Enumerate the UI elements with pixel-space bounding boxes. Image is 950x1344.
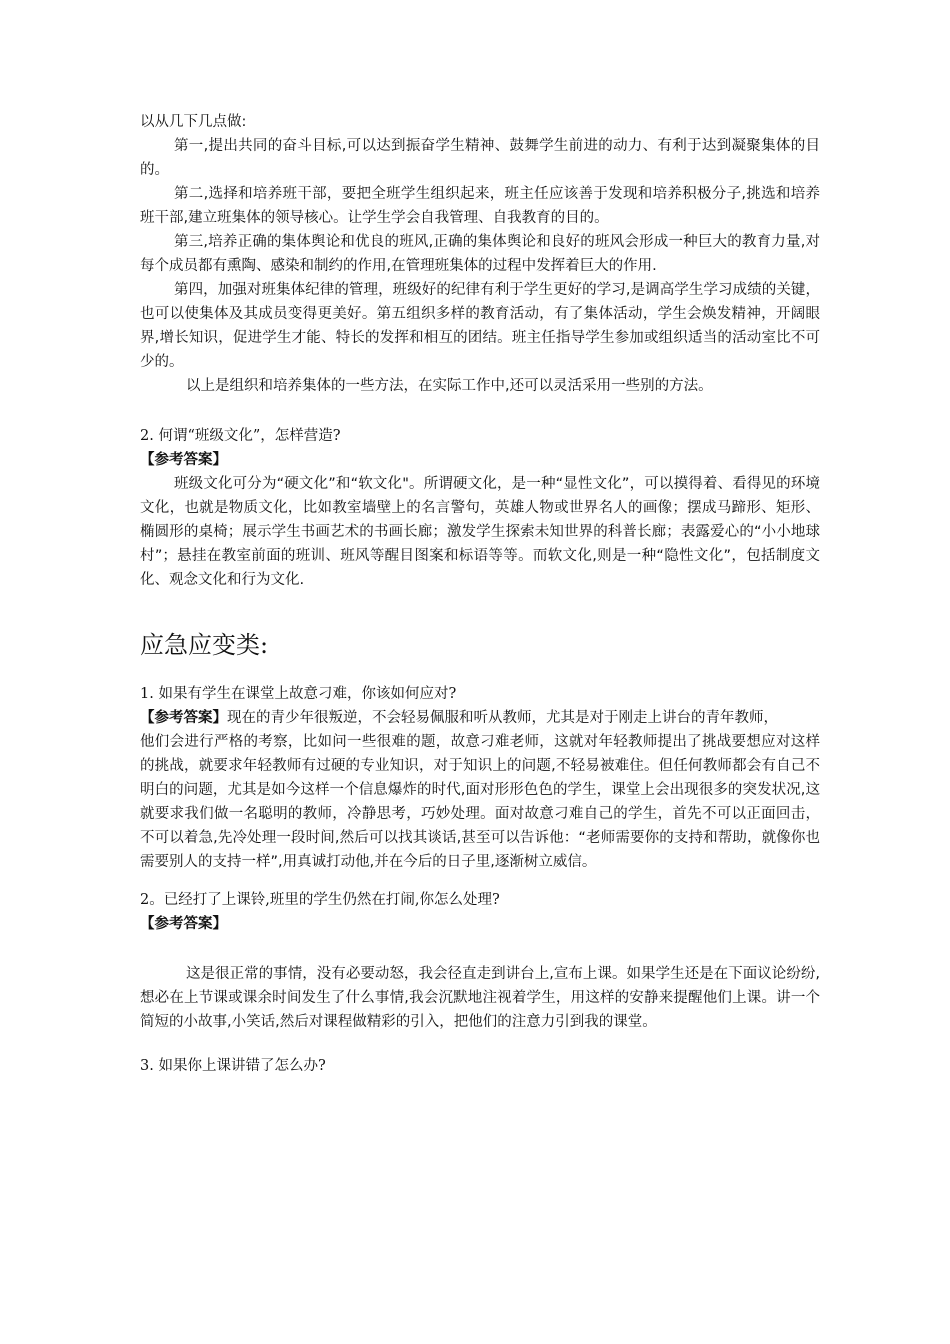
answer-1-first bbox=[140, 706, 820, 730]
question-class-culture: 2. 何谓“班级文化”，怎样营造? bbox=[140, 428, 341, 444]
answer-1-first-text: 现在的青少年很叛逆，不会轻易佩服和听从教师，尤其是对于刚走上讲台的青年教师， bbox=[227, 710, 778, 726]
question-1: 1. 如果有学生在课堂上故意刁难，你该如何应对? bbox=[140, 686, 457, 702]
intro-point-1: 第一,提出共同的奋斗目标,可以达到振奋学生精神、鼓舞学生前进的动力、有利于达到凝聚集体的目的。 bbox=[140, 138, 820, 178]
intro-conclusion: 以上是组织和培养集体的一些方法，在实际工作中,还可以灵活采用一些别的方法。 bbox=[186, 378, 713, 394]
answer-class-culture: 班级文化可分为“硬文化”和“软文化"。所谓硬文化，是一种“显性文化”，可以摸得着、看得见的环境文化，也就是物质文化，比如教室墙壁上的名言警句，英雄人物或世界名人的画像；摆成马蹄形、矩形、椭圆形的桌椅；展示学生书画艺术的书画长廊；激发学生探索未知世界的科普长廊；表露爱心的“小小地球村”；悬挂在教室前面的班训、班风等醒目图案和标语等等。而软文化,则是一种“隐性文化”，包括制度文化、观念文化和行为文化. bbox=[140, 476, 820, 588]
answer-tag: 【参考答案】 bbox=[140, 452, 227, 468]
document-page bbox=[140, 110, 820, 1078]
section-title: 应急应变类: bbox=[140, 631, 269, 659]
answer-2: 这是很正常的事情，没有必要动怒，我会径直走到讲台上,宣布上课。如果学生还是在下面议论纷纷,想必在上节课或课余时间发生了什么事情,我会沉默地注视着学生，用这样的安静来提醒他们上课。讲一个简短的小故事,小笑话,然后对课程做精彩的引入，把他们的注意力引到我的课堂。 bbox=[140, 966, 820, 1030]
answer-tag: 【参考答案】 bbox=[140, 916, 227, 932]
question-3: 3. 如果你上课讲错了怎么办? bbox=[140, 1058, 326, 1074]
intro-point-2: 第二,选择和培养班干部，要把全班学生组织起来，班主任应该善于发现和培养积极分子,挑选和培养班干部,建立班集体的领导核心。让学生学会自我管理、自我教育的目的。 bbox=[140, 186, 820, 226]
intro-lead: 以从几下几点做: bbox=[140, 114, 247, 130]
intro-point-4: 第四，加强对班集体纪律的管理，班级好的纪律有利于学生更好的学习,是调高学生学习成绩的关键，也可以使集体及其成员变得更美好。第五组织多样的教育活动，有了集体活动，学生会焕发精神，开阔眼界,增长知识，促进学生才能、特长的发挥和相互的团结。班主任指导学生参加或组织适当的活动室比不可少的。 bbox=[140, 282, 820, 370]
intro-point-3: 第三,培养正确的集体舆论和优良的班风,正确的集体舆论和良好的班风会形成一种巨大的教育力量,对每个成员都有熏陶、感染和制约的作用,在管理班集体的过程中发挥着巨大的作用. bbox=[140, 234, 820, 274]
answer-1-body: 他们会进行严格的考察，比如问一些很难的题，故意刁难老师，这就对年轻教师提出了挑战要想应对这样的挑战，就要求年轻教师有过硬的专业知识，对于知识上的问题,不轻易被难住。但任何教师都会有自己不明白的问题，尤其是如今这样一个信息爆炸的时代,面对形形色色的学生，课堂上会出现很多的突发状况,这就要求我们做一名聪明的教师，冷静思考，巧妙处理。面对故意刁难自己的学生，首先不可以正面回击，不可以着急,先冷处理一段时间,然后可以找其谈话,甚至可以告诉他：“老师需要你的支持和帮助，就像你也需要别人的支持一样”,用真诚打动他,并在今后的日子里,逐渐树立威信。 bbox=[140, 734, 820, 870]
question-2: 2。已经打了上课铃,班里的学生仍然在打闹,你怎么处理? bbox=[140, 892, 500, 908]
answer-tag: 【参考答案】 bbox=[140, 710, 227, 726]
